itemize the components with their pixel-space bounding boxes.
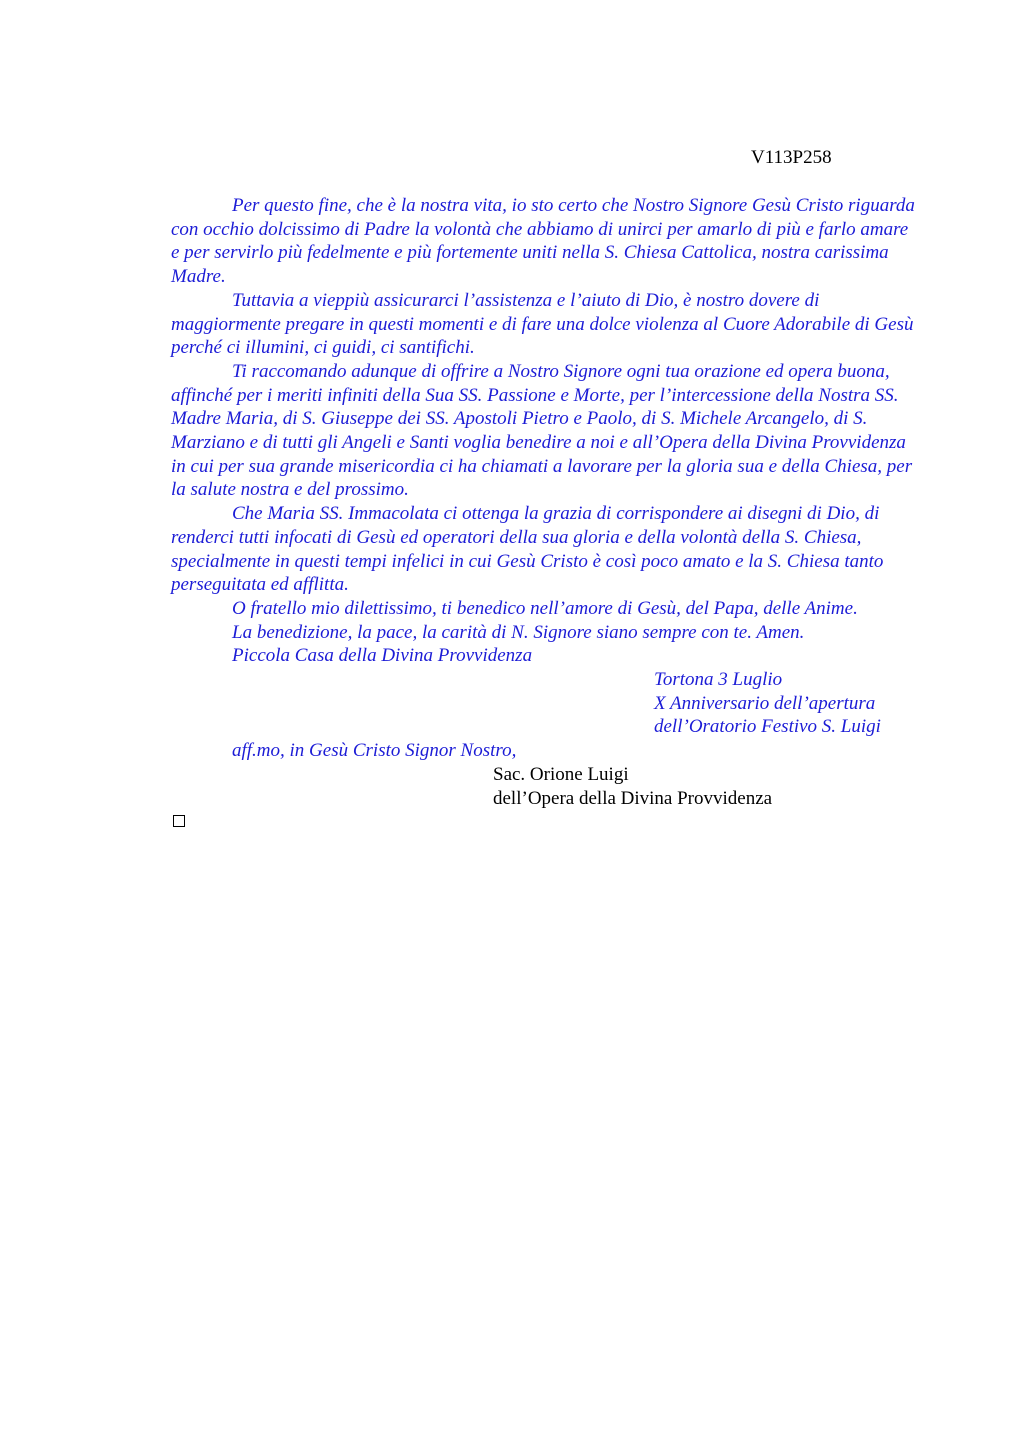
closing-line: aff.mo, in Gesù Cristo Signor Nostro, [232,740,517,762]
reference-code: V113P258 [751,147,832,168]
signature-organization: dell’Opera della Divina Provvidenza [493,787,773,809]
paragraph: Ti raccomando adunque di offrire a Nostro Signore ogni tua orazione ed opera buona, affinché per i meriti infiniti della Sua SS. Passione e Morte, per l’intercessione della Nostra SS. Madre Maria, di S. Giuseppe dei SS. Apostoli Pietro e Paolo, di S. Michele Arcangelo, di S. Marziano e di tutti gli Angeli e Santi voglia benedire a noi e all’Opera della Divina Provvidenza in cui per sua grande misericordia ci ha chiamati a lavorare per la gloria sua e della Chiesa, per la salute nostra e del prossimo. [171,360,913,501]
blessing-line: La benedizione, la pace, la carità di N. Signore siano sempre con te. Amen. [232,621,805,643]
date-line: Tortona 3 Luglio [654,669,783,691]
oratory-line: dell’Oratorio Festivo S. Luigi [654,716,881,738]
checkbox-square-icon [173,815,185,827]
signature-name: Sac. Orione Luigi [493,763,629,785]
blessing-line: O fratello mio dilettissimo, ti benedico nell’amore di Gesù, del Papa, delle Anime. [232,597,858,619]
paragraph: Per questo fine, che è la nostra vita, io sto certo che Nostro Signore Gesù Cristo riguarda con occhio dolcissimo di Padre la volontà che abbiamo di unirci per amarlo di più e farlo amare e per servirlo più fedelmente e più fortemente uniti nella S. Chiesa Cattolica, nostra carissima Madre. [171,195,915,288]
letter-body [171,194,919,810]
place-line: Piccola Casa della Divina Provvidenza [232,645,533,667]
anniversary-line: X Anniversario dell’apertura [654,692,876,714]
paragraph: Tuttavia a vieppiù assicurarci l’assistenza e l’aiuto di Dio, è nostro dovere di maggiormente pregare in questi momenti e di fare una dolce violenza al Cuore Adorabile di Gesù perché ci illumini, ci guidi, ci santifichi. [171,289,914,359]
paragraph: Che Maria SS. Immacolata ci ottenga la grazia di corrispondere ai disegni di Dio, di renderci tutti infocati di Gesù ed operatori della sua gloria e della volontà della S. Chiesa, specialmente in questi tempi infelici in cui Gesù Cristo è così poco amato e la S. Chiesa tanto perseguitata ed afflitta. [171,503,884,596]
